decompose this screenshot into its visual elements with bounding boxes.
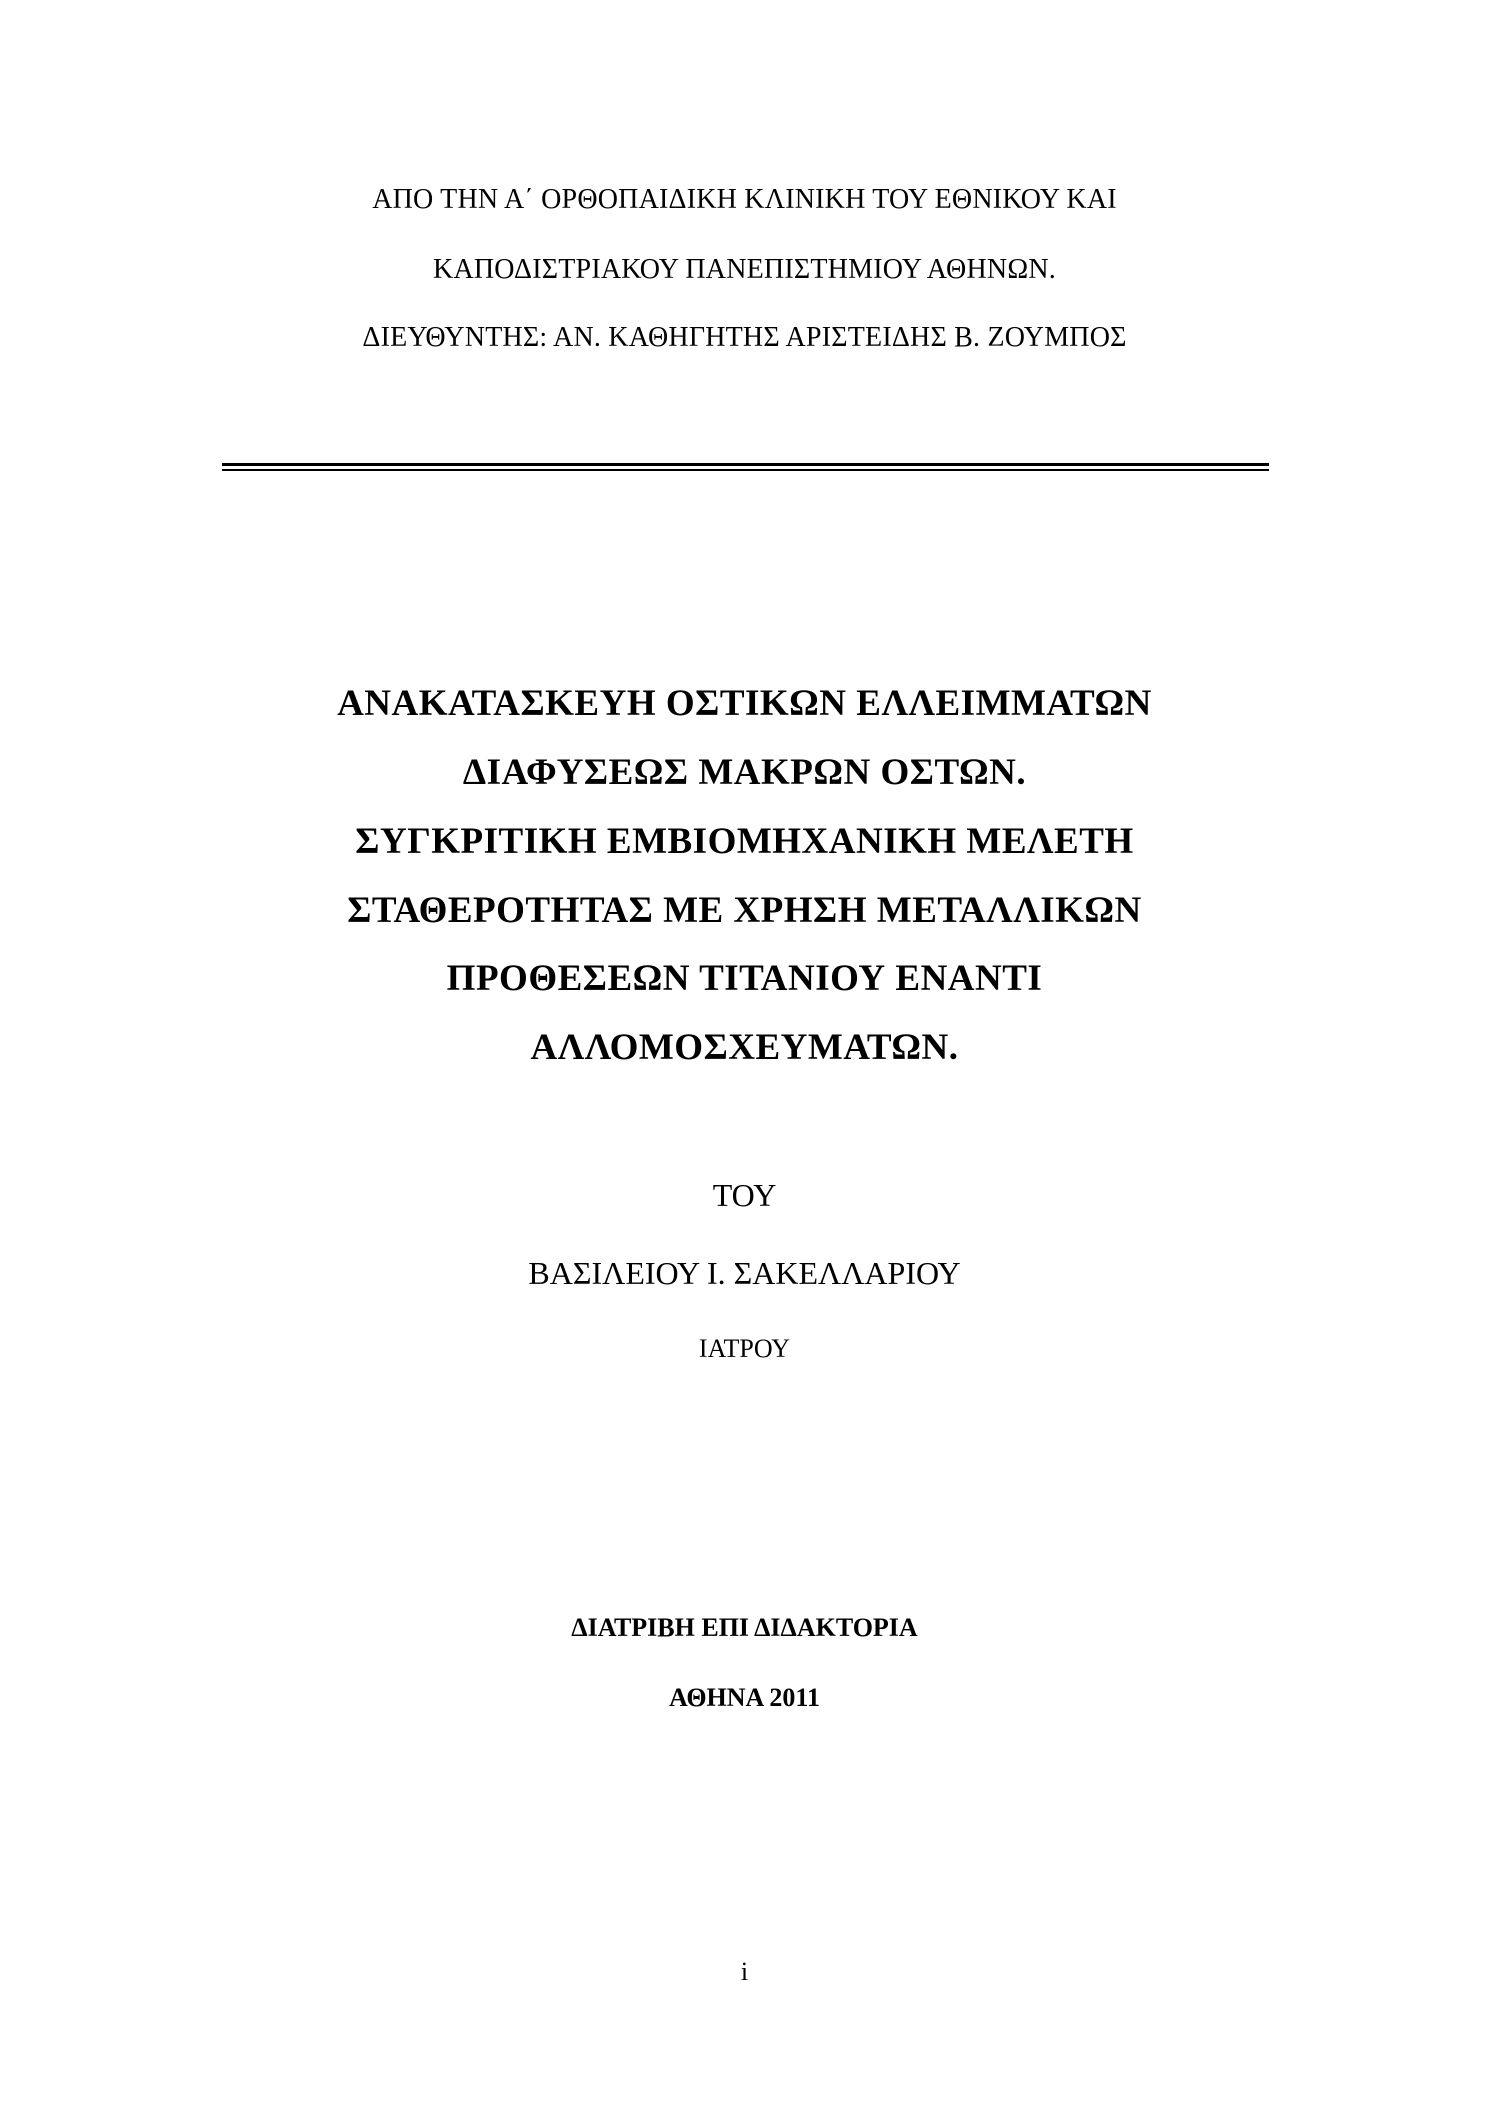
author-role: ΙΑΤΡΟΥ — [698, 1334, 791, 1363]
divider-rule-top — [222, 463, 1269, 466]
divider-rule-bottom — [222, 469, 1269, 471]
header-university-line: ΚΑΠΟΔΙΣΤΡΙΑΚΟΥ ΠΑΝΕΠΙΣΤΗΜΙΟΥ ΑΘΗΝΩΝ. — [433, 254, 1056, 285]
thesis-title-line: ΣΥΓΚΡΙΤΙΚΗ ΕΜΒΙΟΜΗΧΑΝΙΚΗ ΜΕΛΕΤΗ — [355, 821, 1134, 862]
author-name: ΒΑΣΙΛΕΙΟΥ Ι. ΣΑΚΕΛΛΑΡΙΟΥ — [528, 1255, 961, 1291]
thesis-title-line: ΑΛΛΟΜΟΣΧΕΥΜΑΤΩΝ. — [530, 1027, 959, 1068]
thesis-title-line: ΠΡΟΘΕΣΕΩΝ ΤΙΤΑΝΙΟΥ ΕΝΑΝΤΙ — [446, 958, 1043, 999]
author-by-label: ΤΟΥ — [712, 1177, 777, 1213]
thesis-type: ΔΙΑΤΡΙΒΗ ΕΠΙ ΔΙΔΑΚΤΟΡΙΑ — [571, 1613, 918, 1642]
header-clinic-line: ΑΠΟ ΤΗΝ Α΄ ΟΡΘΟΠΑΙΔΙΚΗ ΚΛΙΝΙΚΗ ΤΟΥ ΕΘΝΙΚΟΥ ΚΑΙ — [372, 184, 1117, 215]
header-director-line: ΔΙΕΥΘΥΝΤΗΣ: ΑΝ. ΚΑΘΗΓΗΤΗΣ ΑΡΙΣΤΕΙΔΗΣ Β. ΖΟΥΜΠΟΣ — [362, 322, 1127, 353]
thesis-title-line: ΑΝΑΚΑΤΑΣΚΕΥΗ ΟΣΤΙΚΩΝ ΕΛΛΕΙΜΜΑΤΩΝ — [337, 683, 1152, 724]
thesis-title-line: ΣΤΑΘΕΡΟΤΗΤΑΣ ΜΕ ΧΡΗΣΗ ΜΕΤΑΛΛΙΚΩΝ — [347, 890, 1142, 931]
thesis-title-line: ΔΙΑΦΥΣΕΩΣ ΜΑΚΡΩΝ ΟΣΤΩΝ. — [462, 752, 1027, 793]
thesis-place-year: ΑΘΗΝΑ 2011 — [669, 1683, 820, 1712]
page-number: i — [740, 1957, 749, 1986]
